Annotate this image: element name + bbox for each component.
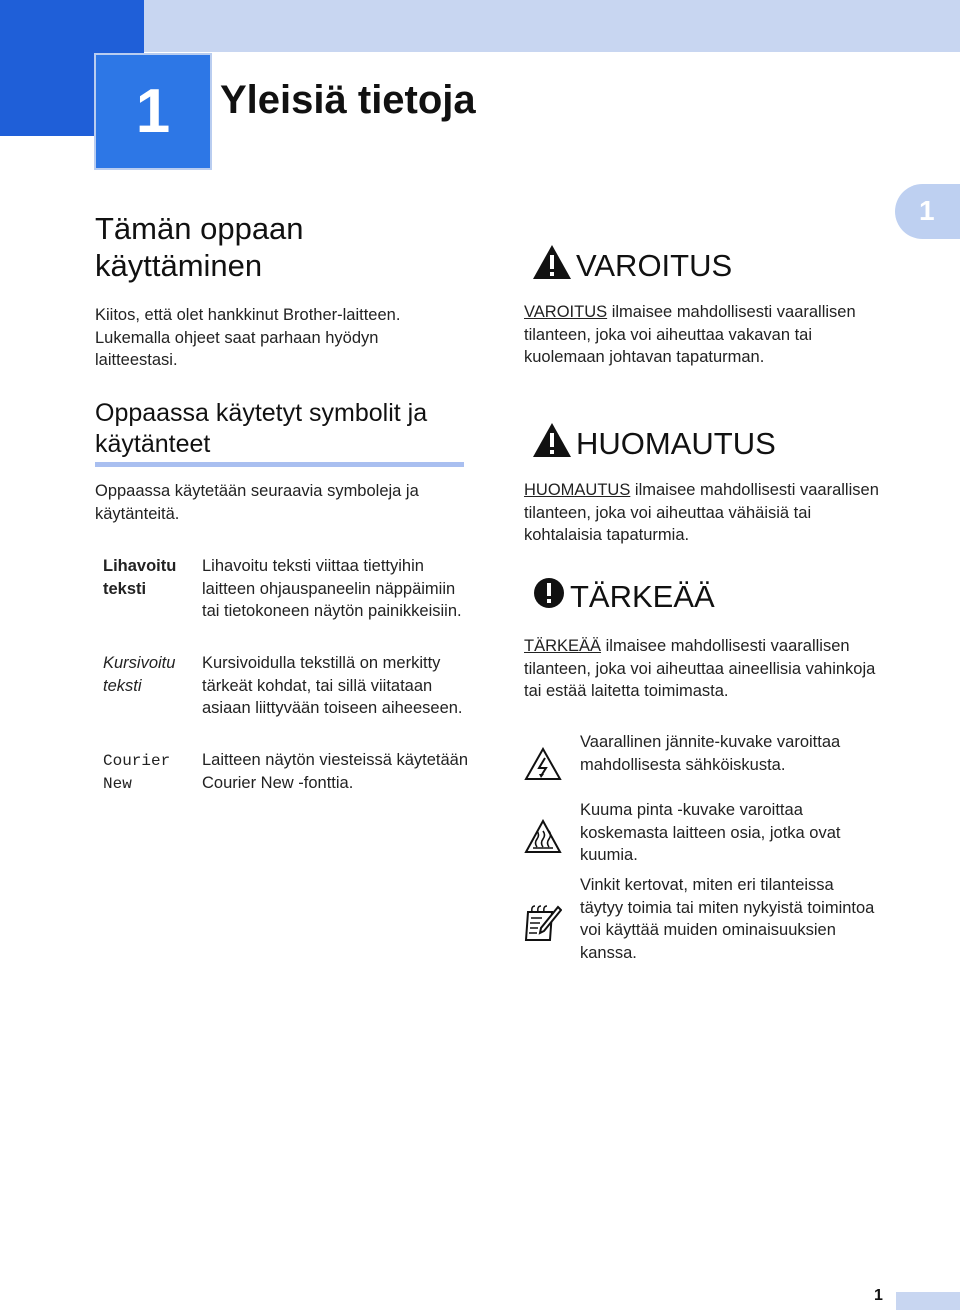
note-text: Vinkit kertovat, miten eri tilanteissa täytyy toimia tai miten nykyistä toimintoa voi käyttää muiden ominaisuuksien kanssa. — [580, 876, 875, 962]
warning-triangle-icon — [532, 244, 572, 288]
chapter-number-box: 1 — [94, 53, 212, 170]
warning-heading-label: VAROITUS — [576, 248, 733, 283]
warning-heading — [532, 244, 732, 288]
important-heading — [532, 576, 715, 618]
side-tab-label: 1 — [919, 195, 935, 226]
note-icon — [524, 904, 562, 947]
caution-triangle-icon — [532, 422, 572, 466]
caution-heading-label: HUOMAUTUS — [576, 426, 776, 461]
convention-term-courier: Courier New — [103, 752, 171, 793]
page-number: 1 — [874, 1287, 883, 1304]
important-paragraph — [524, 635, 884, 703]
icon-row-hot-surface — [524, 799, 884, 869]
electrical-hazard-text: Vaarallinen jännite-kuvake varoittaa mahdollisesta sähköiskusta. — [580, 733, 841, 774]
section-title: Tämän oppaan käyttäminen — [95, 211, 304, 283]
chapter-title: Yleisiä tietoja — [220, 78, 476, 122]
warning-text: ilmaisee mahdollisesti vaarallisen tilanteen, joka voi aiheuttaa vakavan tai kuolemaan johtavan tapaturman. — [524, 303, 856, 366]
intro-paragraph: Kiitos, että olet hankkinut Brother-laitteen. Lukemalla ohjeet saat parhaan hyödyn laitteestasi. — [95, 306, 401, 369]
hot-surface-text: Kuuma pinta -kuvake varoittaa koskemasta laitteen osia, jotka ovat kuumia. — [580, 801, 841, 864]
convention-desc-bold: Lihavoitu teksti viittaa tiettyihin laitteen ohjauspaneelin näppäimiin tai tietokoneen näytön painikkeisiin. — [202, 557, 462, 620]
convention-desc-courier: Laitteen näytön viesteissä käytetään Courier New -fonttia. — [202, 751, 469, 792]
hot-surface-icon — [524, 819, 562, 860]
important-keyword: TÄRKEÄÄ — [524, 637, 602, 655]
subsection-rule — [95, 462, 464, 467]
header-band-light — [144, 0, 960, 52]
caution-keyword: HUOMAUTUS — [524, 481, 631, 499]
page-footer-bar — [896, 1292, 960, 1310]
caution-heading — [532, 422, 776, 466]
convention-term-bold: Lihavoitu teksti — [103, 557, 177, 598]
warning-keyword: VAROITUS — [524, 303, 608, 321]
subsection-intro: Oppaassa käytetään seuraavia symboleja ja käytänteitä. — [95, 482, 419, 523]
chapter-side-tab — [895, 184, 960, 239]
caution-text: ilmaisee mahdollisesti vaarallisen tilanteen, joka voi aiheuttaa vähäisiä tai kohtalaisia tapaturmia. — [524, 481, 879, 544]
important-text: ilmaisee mahdollisesti vaarallisen tilanteen, joka voi aiheuttaa aineellisia vahinkoja tai estää laitetta toimimasta. — [524, 637, 876, 700]
convention-desc-italic: Kursivoidulla tekstillä on merkitty tärkeät kohdat, tai sillä viitataan asiaan liittyvään toiseen aiheeseen. — [202, 654, 463, 717]
caution-paragraph — [524, 479, 884, 547]
icon-row-note — [524, 874, 884, 964]
icon-row-electrical — [524, 731, 884, 791]
important-heading-label: TÄRKEÄÄ — [570, 579, 715, 614]
electrical-hazard-icon — [524, 747, 562, 786]
subsection-title: Oppaassa käytetyt symbolit ja käytänteet — [95, 399, 428, 458]
exclamation-circle-icon — [532, 576, 566, 618]
convention-term-italic: Kursivoitu teksti — [103, 654, 176, 695]
warning-paragraph — [524, 301, 884, 369]
